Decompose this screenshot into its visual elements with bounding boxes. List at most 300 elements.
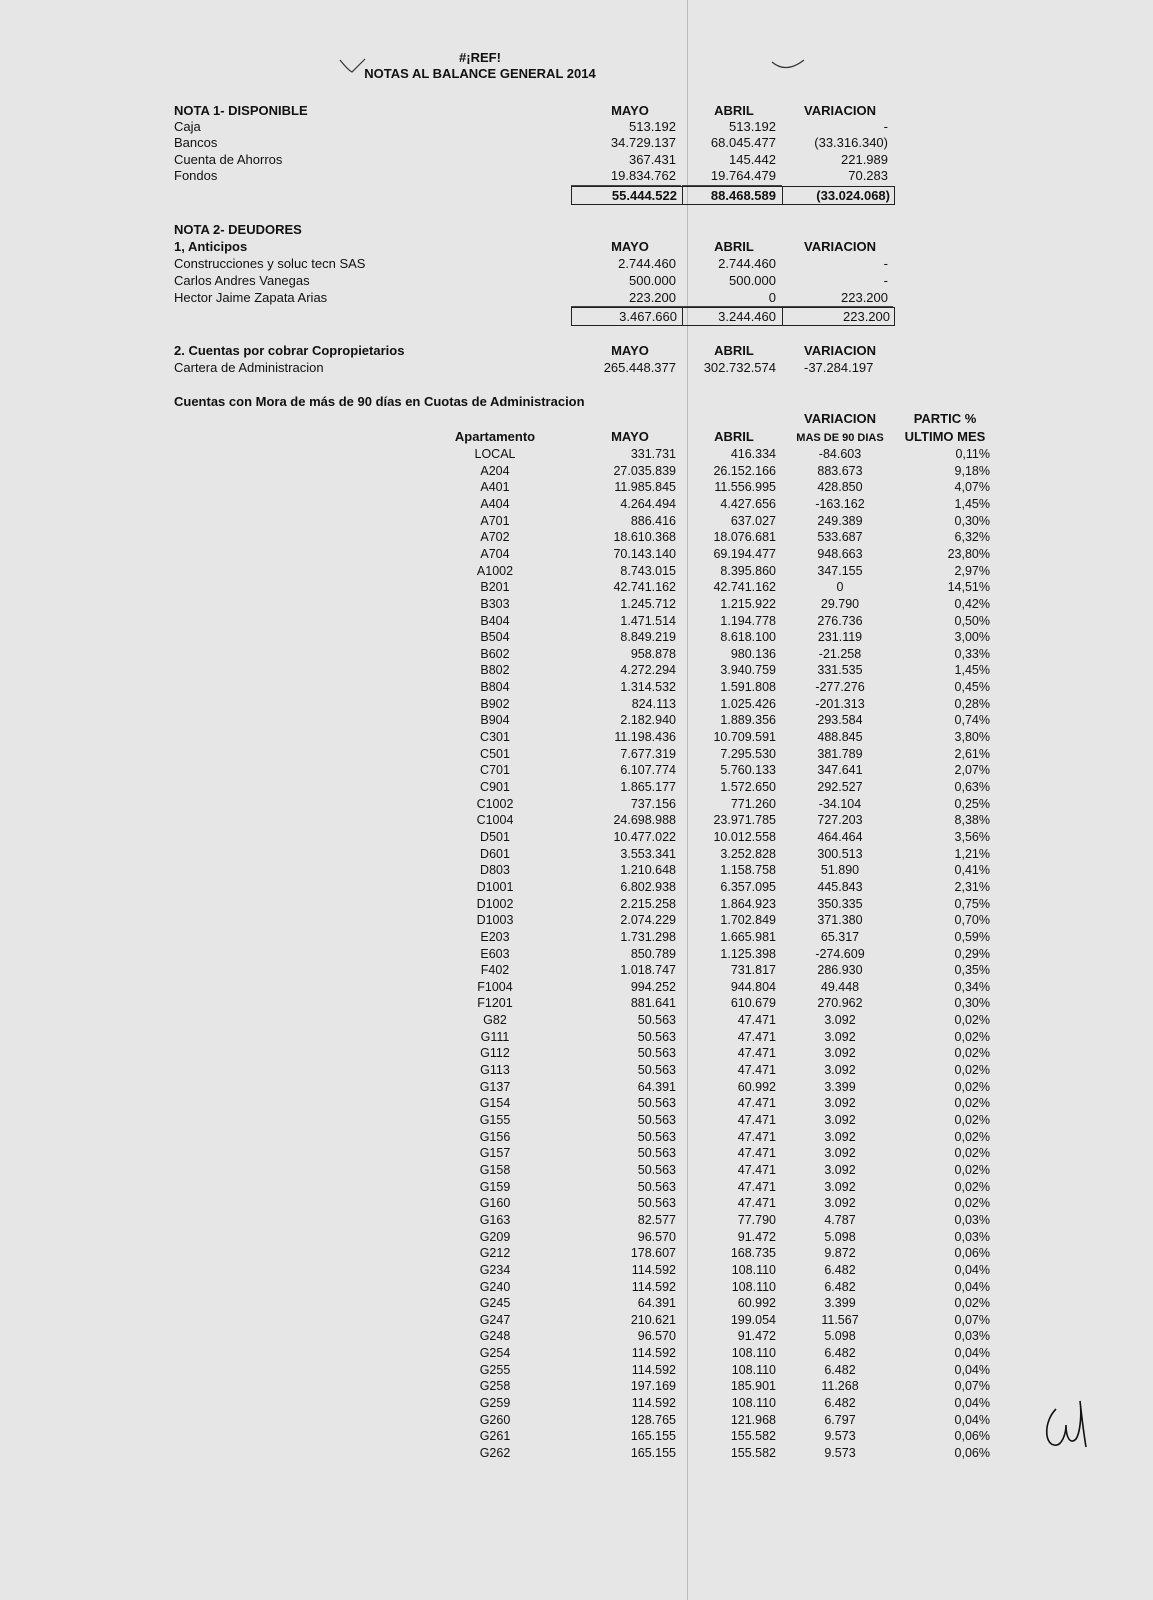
cell-mayo: 64.391 xyxy=(637,1296,676,1311)
table-row xyxy=(0,579,1153,595)
cell-mayo: 128.765 xyxy=(630,1412,676,1427)
cell-apartamento: B804 xyxy=(480,680,510,695)
cell-variacion: 428.850 xyxy=(817,480,863,495)
cell-variacion: 948.663 xyxy=(817,546,863,561)
cell-abril: 108.110 xyxy=(731,1362,776,1377)
cell-abril: 1.025.426 xyxy=(720,696,776,711)
table-row xyxy=(0,1279,1153,1295)
cell-variacion: 65.317 xyxy=(820,929,860,944)
cell-partic: 0,34% xyxy=(954,979,990,994)
cell-mayo: 6.802.938 xyxy=(620,879,676,894)
cell-abril: 47.471 xyxy=(737,1179,776,1194)
mora-col-mayo: MAYO xyxy=(611,429,649,444)
table-row xyxy=(0,679,1153,695)
table-row xyxy=(0,613,1153,629)
table-row xyxy=(0,962,1153,978)
table-row xyxy=(0,746,1153,762)
cell-abril: 3.940.759 xyxy=(720,663,776,678)
cell-abril: 77.790 xyxy=(737,1212,776,1227)
cell-apartamento: G240 xyxy=(479,1279,511,1294)
cell-partic: 0,04% xyxy=(954,1396,990,1411)
cell-variacion: 445.843 xyxy=(817,879,863,894)
cell-variacion: 6.482 xyxy=(824,1262,856,1277)
table-row xyxy=(0,896,1153,912)
cell-partic: 0,74% xyxy=(954,713,990,728)
cell-mayo: 11.985.845 xyxy=(614,480,676,495)
cell-abril: 47.471 xyxy=(737,1063,776,1078)
cell-apartamento: G154 xyxy=(479,1096,511,1111)
cell-apartamento: G160 xyxy=(479,1196,511,1211)
cell-abril: 1.215.922 xyxy=(720,596,776,611)
table-row xyxy=(0,629,1153,645)
cell-apartamento: B904 xyxy=(480,713,510,728)
cell-variacion: 29.790 xyxy=(820,596,860,611)
cell-apartamento: G209 xyxy=(479,1229,511,1244)
cell-partic: 0,35% xyxy=(954,963,990,978)
cell-variacion: 727.203 xyxy=(817,813,863,828)
cell-apartamento: C1002 xyxy=(476,796,514,811)
cell-variacion: 381.789 xyxy=(817,746,863,761)
doc-title: NOTAS AL BALANCE GENERAL 2014 xyxy=(364,66,596,81)
cell-abril: 10.012.558 xyxy=(713,829,776,844)
cell-abril: 42.741.162 xyxy=(713,580,776,595)
cell-mayo: 165.155 xyxy=(630,1446,676,1460)
cell-apartamento: G156 xyxy=(479,1129,511,1144)
cuentas-row-abril: 302.732.574 xyxy=(703,360,776,375)
cell-abril: 91.472 xyxy=(737,1229,776,1244)
cell-apartamento: D1001 xyxy=(476,879,514,894)
cell-mayo: 2.182.940 xyxy=(620,713,676,728)
table-row xyxy=(0,1212,1153,1228)
cell-apartamento: B404 xyxy=(480,613,510,628)
cell-partic: 4,07% xyxy=(954,480,990,495)
cell-abril: 168.735 xyxy=(730,1246,776,1261)
cell-apartamento: A702 xyxy=(480,530,510,545)
table-row xyxy=(0,563,1153,579)
cuentas-col-abril: ABRIL xyxy=(714,343,754,358)
table-row xyxy=(0,846,1153,862)
cell-abril: 155.582 xyxy=(730,1446,776,1460)
table-row xyxy=(0,1395,1153,1411)
table-row xyxy=(0,979,1153,995)
table-row xyxy=(0,762,1153,778)
cell-mayo: 6.107.774 xyxy=(620,763,676,778)
table-row xyxy=(0,829,1153,845)
cell-variacion: 286.930 xyxy=(817,963,863,978)
cell-partic: 2,97% xyxy=(954,563,990,578)
cell-abril: 47.471 xyxy=(737,1162,776,1177)
table-row xyxy=(0,879,1153,895)
cell-variacion: 3.399 xyxy=(824,1296,856,1311)
cell-mayo: 886.416 xyxy=(630,513,676,528)
cell-mayo: 27.035.839 xyxy=(613,463,676,478)
cell-apartamento: G234 xyxy=(479,1262,511,1277)
table-row xyxy=(0,1079,1153,1095)
cell-abril: 1.665.981 xyxy=(720,929,776,944)
cell-variacion: 3.092 xyxy=(824,1162,856,1177)
cell-apartamento: A204 xyxy=(480,463,510,478)
table-row xyxy=(0,1295,1153,1311)
cell-apartamento: F1201 xyxy=(477,996,513,1011)
cell-abril: 10.709.591 xyxy=(713,730,776,745)
cell-abril: 47.471 xyxy=(737,1196,776,1211)
cell-variacion: 488.845 xyxy=(817,730,863,745)
table-row xyxy=(0,1378,1153,1394)
cell-abril: 11.556.995 xyxy=(714,480,776,495)
nota2-row-mayo: 2.744.460 xyxy=(618,256,676,271)
cell-apartamento: G157 xyxy=(479,1146,511,1161)
cell-variacion: 3.399 xyxy=(824,1079,856,1094)
cell-variacion: -201.313 xyxy=(815,696,865,711)
mora-col-partic: PARTIC % xyxy=(913,411,977,426)
cell-partic: 14,51% xyxy=(947,580,990,595)
cell-variacion: 0 xyxy=(836,580,844,595)
cell-abril: 1.864.923 xyxy=(720,896,776,911)
cell-variacion: 270.962 xyxy=(817,996,863,1011)
cell-mayo: 50.563 xyxy=(637,1063,676,1078)
table-row xyxy=(0,812,1153,828)
cell-abril: 108.110 xyxy=(731,1262,776,1277)
table-row xyxy=(0,1345,1153,1361)
cuentas-title: 2. Cuentas por cobrar Copropietarios xyxy=(174,343,405,358)
cell-partic: 0,03% xyxy=(954,1212,990,1227)
cell-partic: 3,56% xyxy=(954,829,990,844)
cell-partic: 0,02% xyxy=(954,1029,990,1044)
cell-variacion: 293.584 xyxy=(817,713,863,728)
cell-variacion: 3.092 xyxy=(824,1179,856,1194)
cell-mayo: 50.563 xyxy=(637,1029,676,1044)
cell-apartamento: G260 xyxy=(479,1412,511,1427)
cell-apartamento: B902 xyxy=(480,696,510,711)
cell-apartamento: G113 xyxy=(480,1063,510,1078)
nota2-row-label: Construcciones y soluc tecn SAS xyxy=(174,256,366,271)
cell-variacion: 3.092 xyxy=(824,1029,856,1044)
cell-abril: 69.194.477 xyxy=(713,546,776,561)
cell-abril: 416.334 xyxy=(730,447,776,461)
cell-mayo: 8.849.219 xyxy=(620,630,676,645)
table-row xyxy=(0,463,1153,479)
cell-partic: 0,02% xyxy=(954,1046,990,1061)
table-row xyxy=(0,696,1153,712)
nota2-row-label: Carlos Andres Vanegas xyxy=(174,273,310,288)
cell-partic: 0,02% xyxy=(954,1113,990,1127)
cell-mayo: 82.577 xyxy=(637,1212,676,1227)
cell-variacion: 464.464 xyxy=(817,829,863,844)
cell-mayo: 850.789 xyxy=(630,946,676,961)
nota2-total-abril: 3.244.460 xyxy=(718,309,776,324)
nota2-row-variacion: - xyxy=(883,256,888,271)
table-row xyxy=(0,1129,1153,1145)
cell-abril: 8.618.100 xyxy=(720,630,776,645)
cell-mayo: 64.391 xyxy=(637,1079,676,1094)
cell-variacion: 883.673 xyxy=(817,463,863,478)
cell-mayo: 11.198.436 xyxy=(614,730,676,745)
cell-partic: 2,31% xyxy=(954,879,990,894)
table-row xyxy=(0,529,1153,545)
mora-col-variacion: VARIACION xyxy=(804,411,876,426)
nota2-total-mayo: 3.467.660 xyxy=(619,309,677,324)
cell-mayo: 18.610.368 xyxy=(613,530,676,545)
cell-abril: 637.027 xyxy=(730,513,776,528)
table-row xyxy=(0,1112,1153,1128)
cell-apartamento: B802 xyxy=(480,663,510,678)
cell-variacion: -163.162 xyxy=(815,496,865,511)
cell-variacion: 300.513 xyxy=(817,846,863,861)
cell-partic: 2,61% xyxy=(954,746,990,761)
cell-apartamento: G258 xyxy=(479,1379,511,1394)
cell-partic: 0,59% xyxy=(954,929,990,944)
table-row xyxy=(0,1362,1153,1378)
table-row xyxy=(0,1145,1153,1161)
cell-partic: 0,41% xyxy=(954,863,990,878)
cell-mayo: 8.743.015 xyxy=(620,563,676,578)
cell-apartamento: G159 xyxy=(479,1179,511,1194)
table-row xyxy=(0,929,1153,945)
cell-variacion: -21.258 xyxy=(818,646,862,661)
cell-partic: 0,06% xyxy=(954,1429,990,1444)
cell-apartamento: D1003 xyxy=(476,913,514,928)
cell-abril: 47.471 xyxy=(737,1129,776,1144)
cell-mayo: 114.592 xyxy=(631,1279,676,1294)
nota2-row-mayo: 500.000 xyxy=(629,273,676,288)
cell-abril: 108.110 xyxy=(731,1346,776,1361)
cell-mayo: 70.143.140 xyxy=(613,546,676,561)
nota1-total-mayo: 55.444.522 xyxy=(611,188,677,203)
cell-partic: 3,80% xyxy=(954,730,990,745)
table-row xyxy=(0,662,1153,678)
table-row xyxy=(0,1012,1153,1028)
cell-variacion: 292.527 xyxy=(817,780,863,794)
cell-variacion: 3.092 xyxy=(824,1013,856,1028)
cell-abril: 1.591.808 xyxy=(720,680,776,695)
table-row xyxy=(0,646,1153,662)
cell-partic: 1,21% xyxy=(954,846,990,861)
cell-partic: 0,02% xyxy=(954,1196,990,1211)
cell-abril: 199.054 xyxy=(730,1312,776,1327)
cell-mayo: 50.563 xyxy=(637,1146,676,1161)
cell-variacion: 249.389 xyxy=(817,513,863,528)
cell-apartamento: G248 xyxy=(479,1329,511,1344)
cell-abril: 47.471 xyxy=(737,1146,776,1161)
nota1-row-label: Bancos xyxy=(174,135,218,151)
cell-partic: 3,00% xyxy=(954,630,990,645)
cell-abril: 944.804 xyxy=(730,979,776,994)
nota1-total-box xyxy=(571,186,895,205)
cell-partic: 0,29% xyxy=(954,946,990,961)
cell-partic: 0,02% xyxy=(954,1079,990,1094)
cell-partic: 0,07% xyxy=(954,1379,990,1394)
cell-mayo: 96.570 xyxy=(637,1229,676,1244)
cell-variacion: -34.104 xyxy=(818,796,862,811)
cell-mayo: 24.698.988 xyxy=(613,813,676,828)
cell-abril: 731.817 xyxy=(730,963,776,978)
cell-variacion: 5.098 xyxy=(824,1329,856,1344)
nota2-row-variacion: - xyxy=(883,273,888,288)
cell-mayo: 96.570 xyxy=(637,1329,676,1344)
table-row xyxy=(0,946,1153,962)
cell-variacion: 3.092 xyxy=(824,1129,856,1144)
cell-mayo: 331.731 xyxy=(630,447,676,461)
nota2-row-abril: 2.744.460 xyxy=(718,256,776,271)
cell-variacion: 3.092 xyxy=(824,1196,856,1211)
cell-partic: 0,25% xyxy=(954,796,990,811)
nota2-col-abril: ABRIL xyxy=(714,239,754,254)
cell-abril: 7.295.530 xyxy=(720,746,776,761)
cell-partic: 0,02% xyxy=(954,1296,990,1311)
cuentas-row-mayo: 265.448.377 xyxy=(603,360,676,375)
nota1-title: NOTA 1- DISPONIBLE xyxy=(174,103,308,118)
cell-apartamento: A404 xyxy=(480,496,510,511)
table-row xyxy=(0,729,1153,745)
nota1-col-variacion: VARIACION xyxy=(804,103,876,118)
cell-partic: 0,45% xyxy=(954,680,990,695)
cuentas-col-variacion: VARIACION xyxy=(804,343,876,358)
nota1-row-label: Caja xyxy=(174,119,201,134)
mora-col-abril: ABRIL xyxy=(714,429,754,444)
table-row xyxy=(0,1179,1153,1195)
cell-mayo: 114.592 xyxy=(631,1262,676,1277)
cell-mayo: 50.563 xyxy=(637,1096,676,1111)
cell-partic: 0,33% xyxy=(954,646,990,661)
table-row xyxy=(0,1095,1153,1111)
cell-variacion: 3.092 xyxy=(824,1096,856,1111)
cell-variacion: 9.573 xyxy=(824,1429,856,1444)
table-row xyxy=(0,779,1153,795)
nota1-row-mayo: 513.192 xyxy=(629,119,676,134)
cell-partic: 0,06% xyxy=(954,1246,990,1261)
table-row xyxy=(0,1412,1153,1428)
cell-apartamento: A701 xyxy=(480,513,510,528)
mora-col-variacion-sub: MAS DE 90 DIAS xyxy=(796,432,884,444)
cell-apartamento: F402 xyxy=(480,963,510,978)
nota1-row-mayo: 367.431 xyxy=(629,151,676,167)
cell-mayo: 210.621 xyxy=(630,1312,676,1327)
cell-apartamento: G261 xyxy=(479,1429,511,1444)
cell-variacion: 371.380 xyxy=(817,913,863,928)
table-row xyxy=(0,1262,1153,1278)
cell-mayo: 197.169 xyxy=(630,1379,676,1394)
cell-apartamento: A704 xyxy=(480,546,510,561)
table-row xyxy=(0,912,1153,928)
cell-apartamento: G82 xyxy=(483,1013,507,1028)
cell-apartamento: C1004 xyxy=(476,813,514,828)
cell-apartamento: G158 xyxy=(479,1162,511,1177)
table-row xyxy=(0,596,1153,612)
cell-mayo: 737.156 xyxy=(630,796,676,811)
nota1-row-abril: 68.045.477 xyxy=(710,135,776,151)
cell-partic: 0,63% xyxy=(954,780,990,794)
cell-mayo: 1.018.747 xyxy=(620,963,676,978)
cell-apartamento: C901 xyxy=(480,780,510,794)
cell-variacion: 9.573 xyxy=(824,1446,856,1460)
cell-apartamento: C501 xyxy=(480,746,510,761)
table-row xyxy=(0,796,1153,812)
cell-abril: 1.125.398 xyxy=(720,946,776,961)
cell-mayo: 2.074.229 xyxy=(620,913,676,928)
cell-mayo: 50.563 xyxy=(637,1162,676,1177)
cell-variacion: 3.092 xyxy=(824,1063,856,1078)
table-row xyxy=(0,496,1153,512)
cell-variacion: 4.787 xyxy=(824,1212,856,1227)
cell-partic: 23,80% xyxy=(947,546,990,561)
cell-variacion: 6.482 xyxy=(824,1346,856,1361)
nota1-row-variacion: (33.316.340) xyxy=(814,135,888,151)
nota1-row-label: Cuenta de Ahorros xyxy=(174,151,283,167)
cell-abril: 1.702.849 xyxy=(720,913,776,928)
cuentas-row-variacion: -37.284.197 xyxy=(804,360,874,375)
cell-apartamento: B602 xyxy=(480,646,510,661)
cell-mayo: 1.245.712 xyxy=(620,596,676,611)
nota2-total-variacion: 223.200 xyxy=(843,309,890,324)
cell-abril: 1.889.356 xyxy=(720,713,776,728)
nota1-total-variacion: (33.024.068) xyxy=(816,188,890,203)
nota1-row-abril: 19.764.479 xyxy=(710,167,776,183)
cell-abril: 185.901 xyxy=(730,1379,776,1394)
cell-variacion: 533.687 xyxy=(817,530,863,545)
cuentas-row-label: Cartera de Administracion xyxy=(174,360,324,375)
nota1-row-label: Fondos xyxy=(174,167,218,183)
cell-partic: 8,38% xyxy=(954,813,990,828)
cell-mayo: 165.155 xyxy=(630,1429,676,1444)
cell-abril: 47.471 xyxy=(737,1013,776,1028)
cell-apartamento: G259 xyxy=(479,1396,511,1411)
cell-apartamento: B504 xyxy=(480,630,510,645)
cell-variacion: 3.092 xyxy=(824,1146,856,1161)
cell-mayo: 881.641 xyxy=(630,996,676,1011)
cell-apartamento: A401 xyxy=(480,480,510,495)
cell-variacion: -274.609 xyxy=(815,946,865,961)
cell-variacion: 3.092 xyxy=(824,1046,856,1061)
cell-partic: 0,42% xyxy=(954,596,990,611)
nota1-row-mayo: 19.834.762 xyxy=(610,167,676,183)
cell-partic: 0,70% xyxy=(954,913,990,928)
cell-mayo: 4.272.294 xyxy=(620,663,676,678)
cell-apartamento: E203 xyxy=(480,929,510,944)
cell-mayo: 114.592 xyxy=(631,1396,676,1411)
table-row xyxy=(0,1445,1153,1461)
cell-apartamento: LOCAL xyxy=(474,447,516,461)
cell-apartamento: G262 xyxy=(479,1446,511,1460)
cell-partic: 0,30% xyxy=(954,513,990,528)
cell-apartamento: G255 xyxy=(479,1362,511,1377)
cell-partic: 0,03% xyxy=(954,1329,990,1344)
nota1-col-mayo: MAYO xyxy=(611,103,649,118)
mora-col-apartamento: Apartamento xyxy=(454,429,536,444)
cell-partic: 0,02% xyxy=(954,1013,990,1028)
cell-partic: 9,18% xyxy=(954,463,990,478)
cell-apartamento: C301 xyxy=(480,730,510,745)
mora-title: Cuentas con Mora de más de 90 días en Cuotas de Administracion xyxy=(174,394,585,409)
cell-partic: 0,02% xyxy=(954,1146,990,1161)
cell-variacion: -84.603 xyxy=(818,447,862,461)
cell-apartamento: D803 xyxy=(480,863,510,878)
cell-apartamento: D501 xyxy=(480,829,510,844)
table-row xyxy=(0,1029,1153,1045)
nota1-row-variacion: - xyxy=(883,119,888,134)
cell-abril: 8.395.860 xyxy=(720,563,776,578)
cell-partic: 0,02% xyxy=(954,1063,990,1078)
cell-variacion: 11.567 xyxy=(821,1312,859,1327)
cell-variacion: 3.092 xyxy=(824,1113,856,1127)
table-row xyxy=(0,1195,1153,1211)
nota2-col-variacion: VARIACION xyxy=(804,239,876,254)
cell-abril: 47.471 xyxy=(737,1046,776,1061)
cell-apartamento: F1004 xyxy=(477,979,513,994)
cell-apartamento: A1002 xyxy=(476,563,514,578)
cell-abril: 47.471 xyxy=(737,1113,776,1127)
cell-apartamento: B303 xyxy=(480,596,510,611)
nota1-total-abril: 88.468.589 xyxy=(710,188,776,203)
